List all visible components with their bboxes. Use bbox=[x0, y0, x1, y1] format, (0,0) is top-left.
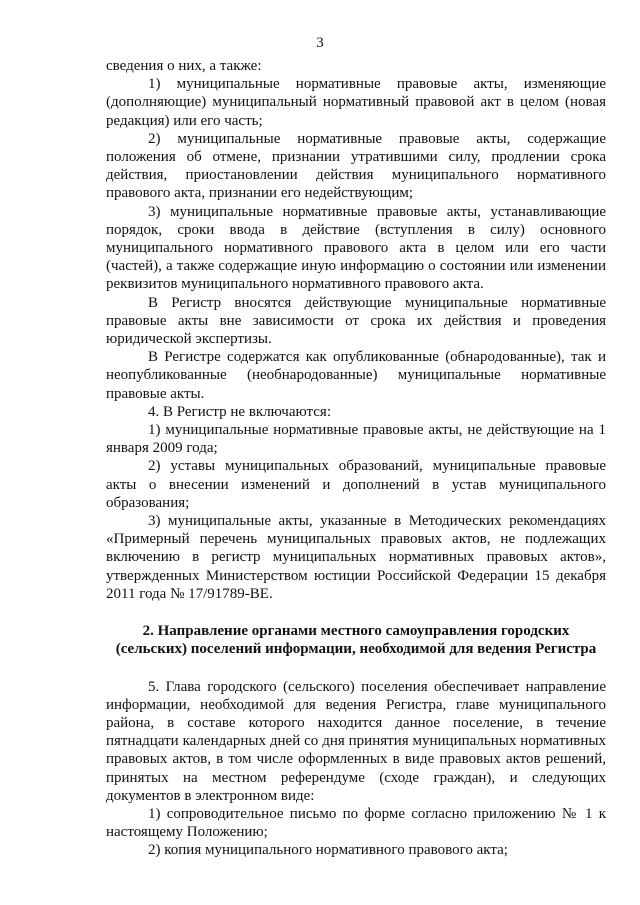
paragraph-exclusion-2: 2) уставы муниципальных образований, муниципальные правовые акты о внесении изменений и дополнений в устав муниципального образования; bbox=[106, 458, 606, 511]
paragraph-register-contains: В Регистре содержатся как опубликованные (обнародованные), так и неопубликованные (необнародованные) муниципальные нормативные правовые акты. bbox=[106, 349, 606, 402]
section-heading bbox=[106, 622, 606, 658]
paragraph-item-3: 3) муниципальные нормативные правовые акты, устанавливающие порядок, сроки ввода в действие (вступления в силу) основного муниципального нормативного правового акта в целом или его части (частей), а также содержащие иную информацию о состоянии или изменении реквизитов муниципального нормативного правового акта. bbox=[106, 203, 606, 293]
document-body bbox=[106, 57, 606, 860]
paragraph-exclusion-1: 1) муниципальные нормативные правовые акты, не действующие на 1 января 2009 года; bbox=[106, 422, 606, 457]
paragraph-clause-5: 5. Глава городского (сельского) поселения обеспечивает направление информации, необходимой для ведения Регистра, главе муниципального района, в составе которого находится данное поселение, в течение пятнадцати календарных дней со дня принятия муниципальных нормативных правовых актов, в том числе оформленных в виде правовых актов решений, принятых на местном референдуме (сходе граждан), и следующих документов в электронном виде: bbox=[106, 678, 606, 804]
paragraph-item-2: 2) муниципальные нормативные правовые акты, содержащие положения об отмене, признании утратившими силу, продлении срока действия, приостановлении действия муниципального нормативного правового акта, признании его недействующим; bbox=[106, 130, 606, 202]
paragraph-exclusion-3: 3) муниципальные акты, указанные в Методических рекомендациях «Примерный перечень муниципальных правовых актов, не подлежащих включению в регистр муниципальных нормативных правовых актов», утвержденных Министерством юстиции Российской Федерации 15 декабря 2011 года № 17/91789-ВЕ. bbox=[106, 513, 606, 602]
paragraph-item-1: 1) муниципальные нормативные правовые акты, изменяющие (дополняющие) муниципальный нормативный правовой акт в целом (новая редакция) или его часть; bbox=[106, 76, 606, 129]
section-heading-line-2: (сельских) поселений информации, необходимой для ведения Регистра bbox=[115, 641, 597, 658]
section-heading-line-1: 2. Направление органами местного самоуправления городских bbox=[142, 623, 570, 640]
paragraph-document-1: 1) сопроводительное письмо по форме согласно приложению № 1 к настоящему Положению; bbox=[106, 805, 606, 841]
paragraph-intro: сведения о них, а также: bbox=[106, 58, 262, 74]
paragraph-clause-4: 4. В Регистр не включаются: bbox=[148, 403, 331, 420]
paragraph-document-2: 2) копия муниципального нормативного правового акта; bbox=[148, 842, 508, 859]
page-number: 3 bbox=[316, 35, 324, 51]
paragraph-register-includes: В Регистр вносятся действующие муниципальные нормативные правовые акты вне зависимости от срока их действия и проведения юридической экспертизы. bbox=[106, 294, 606, 348]
